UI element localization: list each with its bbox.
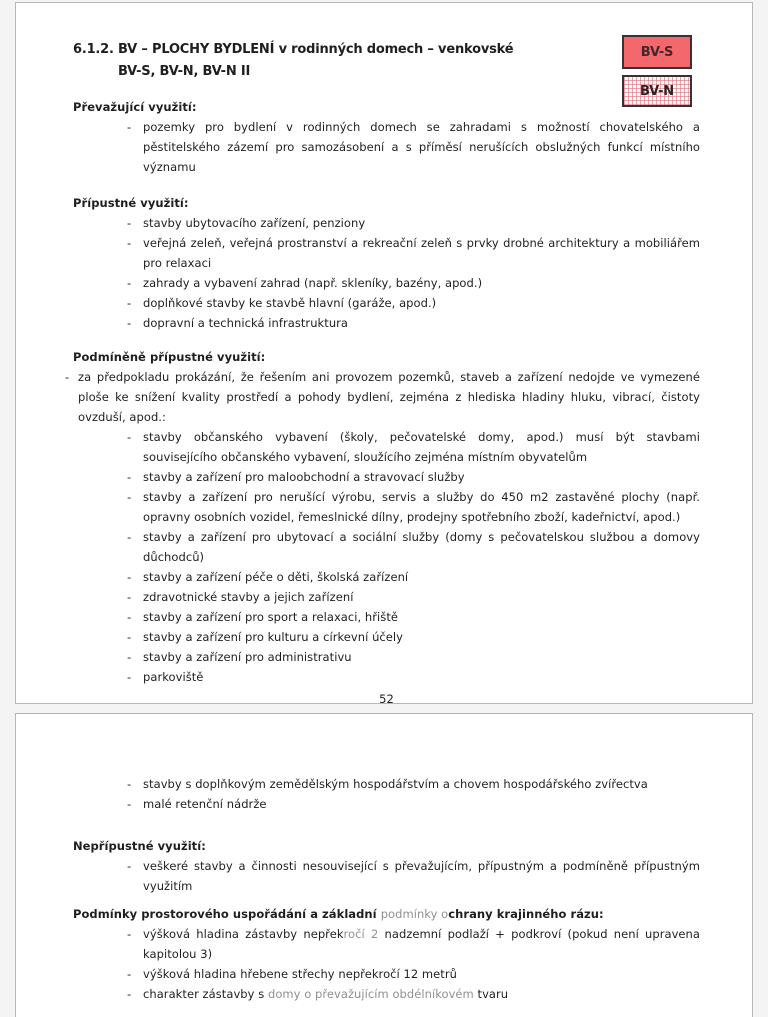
bullet-text: stavby ubytovacího zařízení, penziony [143, 216, 366, 230]
bullet-dash: - [127, 236, 132, 250]
bullet-dash: - [127, 967, 132, 981]
bullet-text-segment: charakter zástavby s [143, 987, 268, 1001]
list-item [73, 794, 700, 814]
bullet-dash: - [127, 530, 132, 544]
list-item [73, 273, 700, 293]
list-item [73, 313, 700, 333]
page-1 [15, 2, 753, 704]
section-heading: Převažující využití: [73, 100, 197, 114]
bullet-dash: - [127, 490, 132, 504]
legend-label-bv-n: BV-N [640, 83, 674, 99]
bullet-dash: - [127, 650, 132, 664]
bullet-dash: - [127, 120, 132, 134]
bullet-text: doplňkové stavby ke stavbě hlavní (garáže, apod.) [143, 296, 437, 310]
section-heading: Nepřípustné využití: [73, 839, 206, 853]
bullet-text: veškeré stavby a činnosti nesouvisející s převažujícím, přípustným a podmíněně přípustným využitím [143, 859, 700, 893]
list-item [73, 527, 700, 567]
bullet-dash: - [127, 296, 132, 310]
chapter-number: 6.1.2. [73, 42, 114, 57]
list-item [73, 607, 700, 627]
document-section [73, 836, 700, 896]
bullet-text: malé retenční nádrže [143, 797, 267, 811]
heading-segment: Podmínky prostorového uspořádání a základní [73, 907, 381, 921]
list-item [73, 984, 700, 1004]
legend-swatch-bv-n [622, 75, 692, 107]
bullet-text: dopravní a technická infrastruktura [143, 316, 349, 330]
bullet-dash: - [127, 797, 132, 811]
legend-swatch-bv-s [622, 35, 692, 69]
list-item [73, 647, 700, 667]
bullet-dash: - [127, 276, 132, 290]
section-heading: Podmíněně přípustné využití: [73, 350, 266, 364]
list-item [73, 667, 700, 687]
bullet-dash: - [127, 590, 132, 604]
list-item [73, 587, 700, 607]
bullet-text: veřejná zeleň, veřejná prostranství a rekreační zeleň s prvky drobné architektury a mobiliářem pro relaxaci [143, 236, 700, 270]
bullet-text: výšková hladina hřebene střechy nepřekročí 12 metrů [143, 967, 457, 981]
document-section [73, 904, 700, 1004]
heading-segment: chrany krajinného rázu: [448, 907, 604, 921]
chapter-title-line2: BV-S, BV-N, BV-N II [118, 64, 251, 79]
bullet-text [143, 987, 508, 1001]
list-item [73, 233, 700, 273]
page-2-sections [73, 774, 700, 1004]
list-item [73, 924, 700, 964]
bullet-dash: - [127, 987, 132, 1001]
list-item [73, 627, 700, 647]
bullet-text: parkoviště [143, 670, 204, 684]
bullet-dash: - [127, 859, 132, 873]
bullet-dash: - [127, 927, 132, 941]
document-section [73, 774, 700, 814]
bullet-dash: - [127, 630, 132, 644]
bullet-text: stavby a zařízení pro nerušící výrobu, servis a služby do 450 m2 zastavěné plochy (např. opravny osobních vozidel, řemeslnické dílny, prodejny spotřebního zboží, kadeřnictví, apod.) [143, 490, 700, 524]
list-item [73, 427, 700, 467]
bullet-text: stavby a zařízení péče o děti, školská zařízení [143, 570, 409, 584]
chapter-heading [73, 39, 700, 83]
bullet-text: zahrady a vybavení zahrad (např. skleníky, bazény, apod.) [143, 276, 483, 290]
bullet-text: zdravotnické stavby a jejich zařízení [143, 590, 354, 604]
list-item [73, 856, 700, 896]
bullet-text: stavby a zařízení pro maloobchodní a stravovací služby [143, 470, 465, 484]
list-item [73, 487, 700, 527]
bullet-text: stavby a zařízení pro kulturu a církevní účely [143, 630, 404, 644]
bullet-text: pozemky pro bydlení v rodinných domech se zahradami s možností chovatelského a pěstitelského zázemí pro samozásobení a s příměsí nerušících obslužných funkcí místního významu [143, 120, 700, 174]
list-item [65, 367, 700, 427]
bullet-text: za předpokladu prokázání, že řešením ani provozem pozemků, staveb a zařízení nedojde ve vymezené ploše ke snížení kvality prostředí a pohody bydlení, zejména z hlediska hladiny hluku, vibrací, čistoty ovzduší, apod.: [78, 370, 700, 424]
bullet-dash: - [127, 670, 132, 684]
bullet-text-segment: tvaru [473, 987, 509, 1001]
page-2 [15, 713, 753, 1017]
list-item [73, 467, 700, 487]
bullet-dash: - [127, 570, 132, 584]
bullet-text-segment: ročí 2 [343, 927, 385, 941]
document-section [65, 347, 700, 687]
bullet-text-segment: nadzemní podlaží + podkroví (pokud není upravena kapitolou 3) [143, 927, 700, 961]
zone-legend [622, 35, 692, 107]
bullet-dash: - [65, 370, 70, 384]
chapter-title-line1: BV – PLOCHY BYDLENÍ v rodinných domech – venkovské [118, 42, 514, 57]
bullet-text-segment: domy o převažujícím obdélníkovém [267, 987, 474, 1001]
section-heading [73, 904, 700, 924]
bullet-dash: - [127, 430, 132, 444]
heading-segment: podmínky o [380, 907, 449, 921]
list-item [73, 567, 700, 587]
list-item [73, 774, 700, 794]
page-number: 52 [379, 692, 394, 706]
bullet-dash: - [127, 216, 132, 230]
bullet-dash: - [127, 610, 132, 624]
section-heading: Přípustné využití: [73, 196, 189, 210]
bullet-dash: - [127, 316, 132, 330]
list-item [73, 117, 700, 177]
document-section [73, 97, 700, 177]
bullet-text: stavby občanského vybavení (školy, pečovatelské domy, apod.) musí být stavbami souvisejícího občanského vybavení, sloužícího zejména místním obyvatelům [143, 430, 700, 464]
document-section [73, 193, 700, 333]
bullet-text-segment: výšková hladina zástavby nepřek [143, 927, 344, 941]
bullet-dash: - [127, 470, 132, 484]
list-item [73, 293, 700, 313]
bullet-text: stavby s doplňkovým zemědělským hospodářstvím a chovem hospodářského zvířectva [143, 777, 648, 791]
bullet-dash: - [127, 777, 132, 791]
bullet-text [143, 927, 700, 961]
list-item [73, 213, 700, 233]
legend-label-bv-s: BV-S [640, 44, 674, 60]
bullet-text: stavby a zařízení pro administrativu [143, 650, 352, 664]
bullet-text: stavby a zařízení pro ubytovací a sociální služby (domy s pečovatelskou službou a domovy důchodců) [143, 530, 700, 564]
bullet-text: stavby a zařízení pro sport a relaxaci, hřiště [143, 610, 399, 624]
page-1-sections [65, 97, 700, 687]
list-item [73, 964, 700, 984]
